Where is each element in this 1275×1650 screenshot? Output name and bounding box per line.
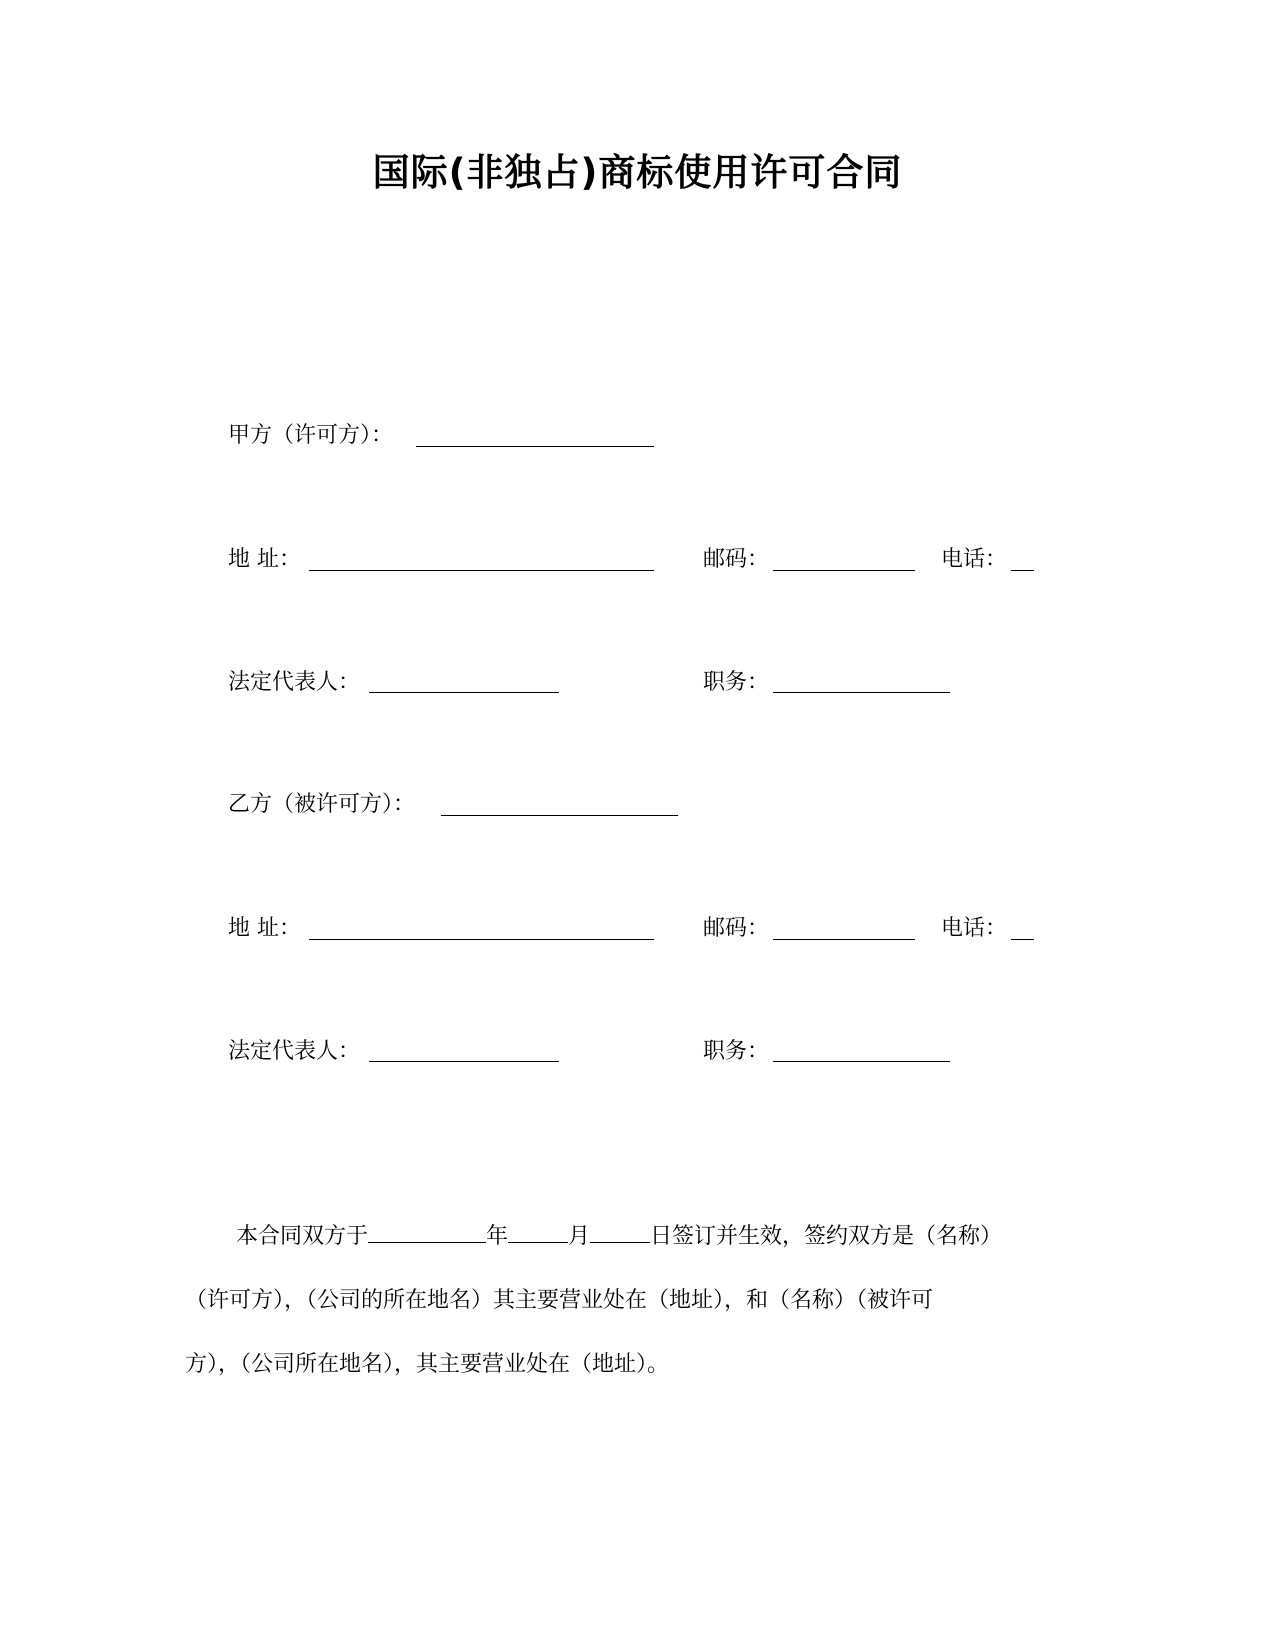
party-b-label: 乙方（被许可方）：	[228, 792, 416, 817]
party-a-address-blank[interactable]	[309, 570, 654, 571]
party-a-legal-rep-blank[interactable]	[369, 692, 559, 693]
date-year-blank[interactable]	[368, 1218, 486, 1243]
party-a-address-label: 地 址：	[228, 547, 301, 572]
party-a-phone-label: 电话：	[941, 547, 1008, 572]
party-b-name-blank[interactable]	[441, 815, 678, 816]
party-b-legal-rep-label: 法定代表人：	[228, 1039, 361, 1064]
preamble-line-3: 方），（公司所在地名），其主要营业处在（地址）。	[185, 1352, 670, 1377]
party-a-postcode-label: 邮码：	[703, 547, 770, 572]
preamble-line-2: （许可方），（公司的所在地名）其主要营业处在（地址），和（名称）（被许可	[185, 1288, 934, 1313]
party-a-position-label: 职务：	[703, 670, 770, 695]
party-b-phone-blank[interactable]	[1011, 939, 1034, 940]
party-b-address-blank[interactable]	[309, 939, 654, 940]
party-a-postcode-blank[interactable]	[773, 570, 915, 571]
party-b-position-label: 职务：	[703, 1039, 770, 1064]
preamble-year: 年	[486, 1224, 509, 1249]
preamble-part1: 本合同双方于	[236, 1224, 369, 1249]
date-month-blank[interactable]	[508, 1218, 568, 1243]
party-b-position-blank[interactable]	[773, 1061, 950, 1062]
preamble-paragraph	[185, 1205, 1085, 1397]
party-a-legal-rep-label: 法定代表人：	[228, 670, 361, 695]
party-a-position-blank[interactable]	[773, 692, 950, 693]
party-b-phone-label: 电话：	[941, 916, 1008, 941]
party-a-phone-blank[interactable]	[1011, 570, 1034, 571]
party-b-legal-rep-blank[interactable]	[369, 1061, 559, 1062]
preamble-line-1	[185, 1205, 1085, 1269]
preamble-month: 月	[568, 1224, 591, 1249]
date-day-blank[interactable]	[590, 1218, 650, 1243]
party-b-postcode-blank[interactable]	[773, 939, 915, 940]
party-a-label: 甲方（许可方）：	[228, 423, 394, 448]
preamble-part2: 日签订并生效，签约双方是（名称）	[650, 1224, 1003, 1249]
party-a-name-blank[interactable]	[416, 446, 654, 447]
party-b-address-label: 地 址：	[228, 916, 301, 941]
document-title: 国际(非独占)商标使用许可合同	[372, 151, 903, 194]
party-b-postcode-label: 邮码：	[703, 916, 770, 941]
